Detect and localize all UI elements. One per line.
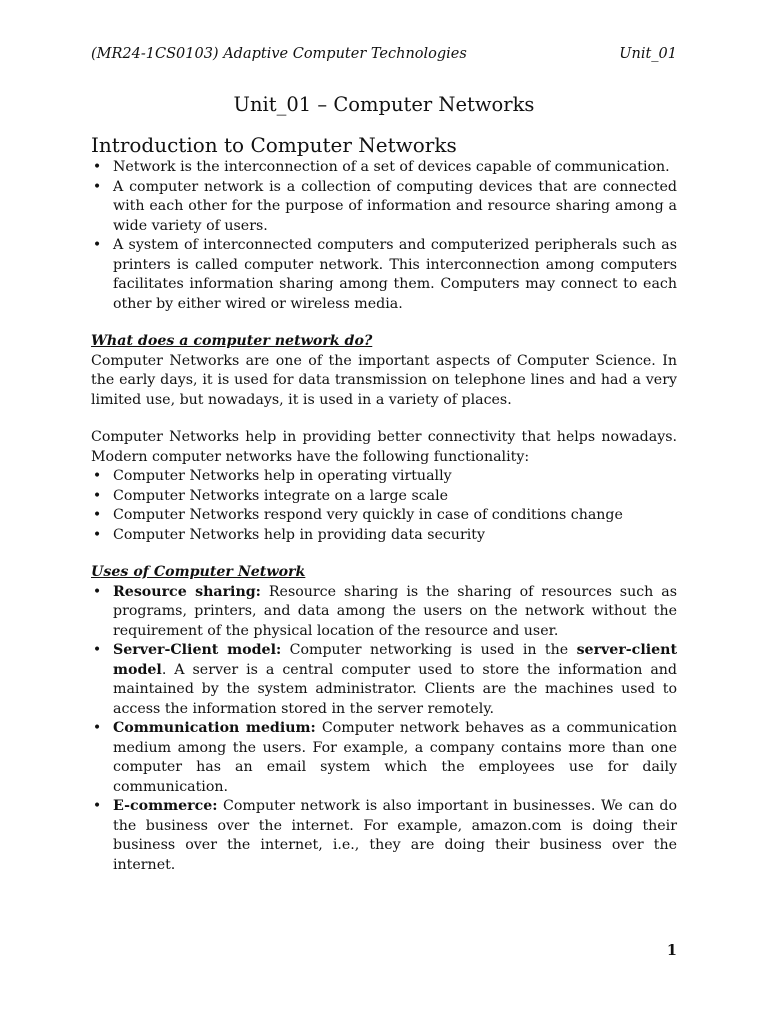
list-item: • Computer Networks integrate on a large scale — [91, 487, 677, 507]
bullet-icon: • — [92, 720, 102, 736]
bullet-icon: • — [92, 798, 102, 814]
list-item: • Network is the interconnection of a set of devices capable of communication. — [91, 158, 677, 178]
what-heading: What does a computer network do? — [91, 333, 373, 349]
uses-bullet-list — [91, 583, 677, 876]
list-item: • Computer Networks respond very quickly in case of conditions change — [91, 506, 677, 526]
list-item: • A system of interconnected computers and computerized peripherals such as printers is called computer network. This interconnection among computers facilitates information sharing among them. Computers may connect to each other by either wired or wireless media. — [92, 237, 677, 312]
page-number: 1 — [666, 942, 677, 959]
functionality-bullet-list — [91, 467, 677, 545]
what-paragraph-1: Computer Networks are one of the important aspects of Computer Science. In the early days, it is used for data transmission on telephone lines and had a very limited use, but nowadays, it is used in a variety of places. — [91, 352, 677, 408]
term-communication-medium: Communication medium: — [113, 720, 316, 736]
list-item: • Computer Networks help in operating virtually — [91, 467, 677, 487]
bullet-icon: • — [92, 642, 102, 658]
bullet-icon: • — [92, 178, 102, 195]
bullet-icon: • — [92, 526, 102, 543]
list-item: • Computer Networks help in providing data security — [91, 526, 677, 546]
server-client-emphasis: server-client model — [113, 642, 677, 678]
spacer — [91, 314, 677, 332]
list-item: • A computer network is a collection of computing devices that are connected with each other for the purpose of information and resource sharing among a wide variety of users. — [92, 178, 677, 234]
page-content — [91, 92, 677, 875]
unit-label: Unit_01 — [619, 46, 677, 62]
bullet-icon: • — [92, 583, 102, 600]
uses-heading: Uses of Computer Network — [91, 564, 306, 580]
document-title: Unit_01 – Computer Networks — [233, 93, 535, 116]
intro-heading: Introduction to Computer Networks — [91, 133, 457, 157]
list-item: • Server-Client model: Computer networking is used in the server-client model. A server is a central computer used to store the information and maintained by the system administrator. Clients are the machines used to access the information stored in the server remotely. — [92, 642, 677, 717]
what-paragraph-2: Computer Networks help in providing better connectivity that helps nowadays. Modern computer networks have the following functionality: — [91, 429, 677, 465]
spacer — [91, 545, 677, 563]
bullet-icon: • — [92, 468, 102, 484]
course-code-title: (MR24-1CS0103) Adaptive Computer Technologies — [91, 46, 467, 62]
list-item: • E-commerce: Computer network is also important in businesses. We can do the business over the internet. For example, amazon.com is doing their business over the internet, i.e., they are doing their business over the internet. — [92, 798, 677, 873]
bullet-icon: • — [92, 237, 102, 253]
spacer — [91, 410, 677, 428]
term-resource-sharing: Resource sharing: — [113, 583, 261, 600]
intro-bullet-list — [91, 158, 677, 314]
list-item: • Resource sharing: Resource sharing is the sharing of resources such as programs, printers, and data among the users on the network without the requirement of the physical location of the resource and user. — [92, 583, 677, 639]
bullet-icon: • — [92, 159, 102, 175]
bullet-icon: • — [92, 507, 102, 523]
list-item: • Communication medium: Computer network behaves as a communication medium among the users. For example, a company contains more than one computer has an email system which the employees use for daily communication. — [92, 720, 677, 795]
term-e-commerce: E-commerce: — [113, 798, 218, 814]
term-server-client: Server-Client model: — [113, 642, 282, 658]
bullet-icon: • — [92, 487, 102, 504]
running-header — [91, 45, 677, 63]
